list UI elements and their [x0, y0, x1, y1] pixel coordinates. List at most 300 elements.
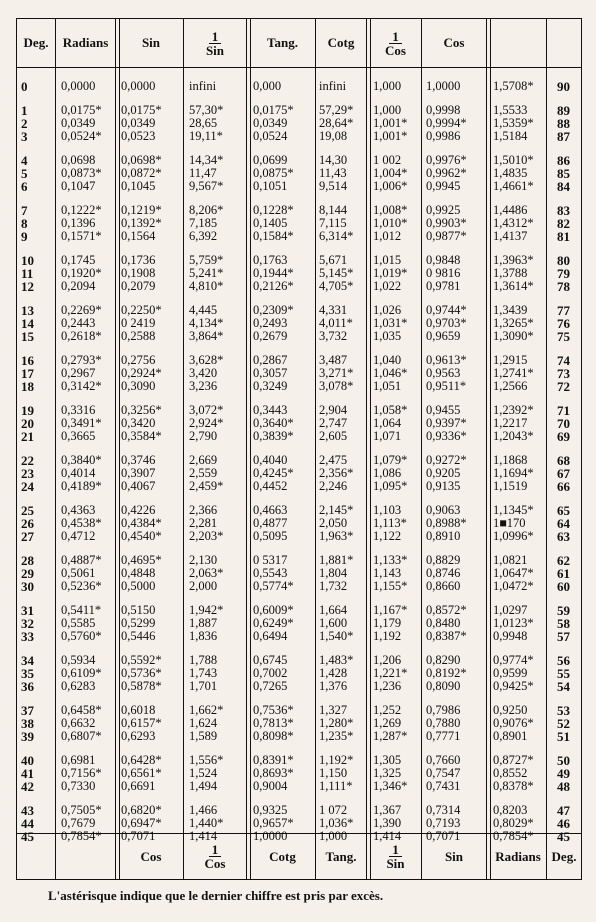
cell-tang: 0,1944*	[253, 265, 294, 280]
cell-cos: 0,7431	[426, 779, 461, 793]
cell-sin: 0,4848	[121, 565, 156, 580]
cell-inv-cos: 1,046*	[373, 365, 408, 380]
cell-radians-complement: 0,9425*	[493, 679, 534, 693]
cell-cos: 0,8660	[426, 579, 461, 593]
cell-deg: 25	[21, 502, 34, 518]
cell-cos: 0,9272*	[426, 452, 467, 467]
cell-deg: 4	[21, 152, 28, 168]
table-row	[17, 417, 581, 430]
cell-deg: 1	[21, 102, 28, 118]
table-row	[17, 230, 581, 243]
cell-deg-complement: 46	[557, 815, 570, 831]
cell-deg: 14	[21, 315, 34, 331]
cell-radians: 0,4712	[61, 529, 96, 543]
cell-tang: 0,0699	[253, 152, 288, 167]
cell-deg: 9	[21, 229, 28, 244]
cell-cotg: 1,881*	[319, 552, 354, 567]
cell-cos: 0,9986	[426, 129, 461, 143]
cell-cotg: 1,428	[319, 665, 348, 680]
cell-radians-complement: 0,9599	[493, 665, 528, 680]
table-row	[17, 517, 581, 530]
table-row	[17, 817, 581, 830]
cell-inv-sin: 3,420	[189, 365, 218, 380]
cell-sin: 0,2924*	[121, 365, 162, 380]
cell-cos: 0,9945	[426, 179, 461, 193]
fraction-numerator: 1	[389, 843, 402, 857]
cell-radians: 0,0873*	[61, 165, 102, 180]
footer-deg	[17, 834, 55, 879]
cell-tang: 0,2309*	[253, 302, 294, 317]
cell-deg: 39	[21, 729, 34, 744]
cell-tang: 1,0000	[253, 829, 288, 843]
cell-deg: 26	[21, 515, 34, 531]
cell-cos: 0,9659	[426, 329, 461, 343]
cell-tang: 0,7813*	[253, 715, 294, 730]
cell-radians: 0,2618*	[61, 329, 102, 343]
cell-tang: 0,0175*	[253, 102, 294, 117]
cell-inv-cos: 1,015	[373, 252, 402, 267]
column-rule-double	[246, 19, 251, 879]
cell-deg-complement: 82	[557, 215, 570, 231]
cell-deg-complement: 80	[557, 252, 570, 268]
cell-radians: 0,1396	[61, 215, 96, 230]
table-row	[17, 554, 581, 567]
cell-tang: 0,5095	[253, 529, 288, 543]
cell-cotg: 1,192*	[319, 752, 354, 767]
cell-cotg: 3,732	[319, 329, 348, 343]
cell-inv-cos: 1,143	[373, 565, 402, 580]
cell-sin: 0,4067	[121, 479, 156, 493]
cell-tang: 0 5317	[253, 552, 288, 567]
cell-deg-complement: 59	[557, 602, 570, 618]
cell-inv-cos: 1,155*	[373, 579, 408, 593]
cell-cotg: 11,43	[319, 165, 347, 180]
cell-sin: 0,6820*	[121, 802, 162, 817]
cell-inv-cos: 1,064	[373, 415, 402, 430]
footer-sin: Sin	[444, 848, 464, 864]
cell-deg-complement: 48	[557, 779, 570, 794]
table-row	[17, 580, 581, 593]
cell-sin: 0,6293	[121, 729, 156, 743]
cell-deg: 7	[21, 202, 28, 218]
cell-radians-complement: 1,4835	[493, 165, 528, 180]
cell-deg: 40	[21, 752, 34, 768]
cell-deg-complement: 67	[557, 465, 570, 481]
cell-radians-complement: 1,3265*	[493, 315, 534, 330]
cell-cos: 0,7880	[426, 715, 461, 730]
cell-radians-complement: 1,3788	[493, 265, 528, 280]
cell-inv-sin: 4,134*	[189, 315, 224, 330]
cell-cotg: 2,475	[319, 452, 348, 467]
cell-radians-complement: 1,1694*	[493, 465, 534, 480]
table-row	[17, 330, 581, 343]
cell-cotg: 1,732	[319, 579, 348, 593]
cell-radians-complement: 1,1345*	[493, 502, 534, 517]
cell-radians: 0,2793*	[61, 352, 102, 367]
cell-cos: 0,8090	[426, 679, 461, 693]
cell-inv-cos: 1,325	[373, 765, 402, 780]
table-row	[17, 367, 581, 380]
cell-inv-sin: 5,241*	[189, 265, 224, 280]
cell-inv-cos: 1,079*	[373, 452, 408, 467]
cell-radians: 0,4363	[61, 502, 96, 517]
cell-radians-complement: 0,8029*	[493, 815, 534, 830]
cell-deg-complement: 84	[557, 179, 570, 194]
cell-radians: 0,5934	[61, 652, 96, 667]
cell-deg: 24	[21, 479, 34, 494]
cell-cos: 0,9976*	[426, 152, 467, 167]
cell-deg: 17	[21, 365, 34, 381]
cell-inv-cos: 1,022	[373, 279, 402, 293]
cell-cotg: 4,011*	[319, 315, 353, 330]
cell-radians: 0,0000	[61, 79, 96, 93]
footer-cotg: Cotg	[269, 848, 296, 864]
cell-inv-cos: 1,192	[373, 629, 402, 643]
cell-cos: 0,9703*	[426, 315, 467, 330]
cell-tang: 0,3443	[253, 402, 288, 417]
cell-tang: 0,7536*	[253, 702, 294, 717]
cell-tang: 0,2126*	[253, 279, 294, 293]
cell-sin: 0,3256*	[121, 402, 162, 417]
table-row	[17, 717, 581, 730]
cell-cos: 0,9397*	[426, 415, 467, 430]
cell-radians: 0,7679	[61, 815, 96, 830]
cell-deg: 8	[21, 215, 28, 231]
cell-deg-complement: 58	[557, 615, 570, 631]
cell-cotg: 2,904	[319, 402, 348, 417]
cell-deg: 44	[21, 815, 34, 831]
cell-deg-complement: 71	[557, 402, 570, 418]
cell-cos: 0,8829	[426, 552, 461, 567]
cell-tang: 0,0349	[253, 115, 288, 130]
cell-cos: 0,8910	[426, 529, 461, 543]
cell-cos: 0,7071	[426, 829, 461, 843]
table-row	[17, 404, 581, 417]
column-rule	[183, 19, 184, 879]
table-row	[17, 780, 581, 793]
cell-deg: 20	[21, 415, 34, 431]
cell-deg-complement: 68	[557, 452, 570, 468]
cell-deg-complement: 73	[557, 365, 570, 381]
cell-deg: 41	[21, 765, 34, 781]
cell-radians-complement: 1,3614*	[493, 279, 534, 293]
cell-sin: 0,1908	[121, 265, 156, 280]
cell-sin: 0,1564	[121, 229, 156, 243]
cell-inv-sin: 1,466	[189, 802, 218, 817]
footer-deg-right: Deg.	[551, 848, 577, 864]
cell-sin: 0,5446	[121, 629, 156, 643]
table-row	[17, 280, 581, 293]
cell-inv-sin: 8,206*	[189, 202, 224, 217]
table-row	[17, 604, 581, 617]
cell-cos: 0 9816	[426, 265, 461, 280]
cell-radians: 0,1745	[61, 252, 96, 267]
cell-sin: 0,0698*	[121, 152, 162, 167]
cell-cos: 1,0000	[426, 79, 461, 93]
cell-deg-complement: 63	[557, 529, 570, 544]
cell-deg-complement: 57	[557, 629, 570, 644]
cell-tang: 0,9325	[253, 802, 288, 817]
cell-radians-complement: 1,5010*	[493, 152, 534, 167]
footer-cos: Cos	[140, 848, 162, 864]
table-row	[17, 254, 581, 267]
cell-radians: 0,2094	[61, 279, 96, 293]
cell-inv-cos: 1,001*	[373, 115, 408, 130]
cell-inv-cos: 1,390	[373, 815, 402, 830]
cell-inv-sin: 19,11*	[189, 129, 223, 143]
column-rule	[315, 19, 316, 879]
cell-radians-complement: 1,3963*	[493, 252, 534, 267]
cell-tang: 0,1763	[253, 252, 288, 267]
header-deg: Deg.	[23, 35, 49, 50]
table-row	[17, 180, 581, 193]
cell-tang: 0,9004	[253, 779, 288, 793]
cell-cotg: 1,600	[319, 615, 348, 630]
table-row	[17, 430, 581, 443]
cell-sin: 0,1045	[121, 179, 156, 193]
cell-radians: 0,6632	[61, 715, 96, 730]
cell-radians: 0,7505*	[61, 802, 102, 817]
cell-cotg: 1,483*	[319, 652, 354, 667]
cell-radians: 0,3665	[61, 429, 96, 443]
header-radians-right	[490, 19, 546, 67]
cell-inv-sin: 2,366	[189, 502, 218, 517]
cell-inv-cos: 1,001*	[373, 129, 408, 143]
cell-cos: 0,9781	[426, 279, 461, 293]
cell-inv-sin: 1,701	[189, 679, 218, 693]
cell-inv-sin: 3,864*	[189, 329, 224, 343]
cell-deg: 34	[21, 652, 34, 668]
cell-deg-complement: 53	[557, 702, 570, 718]
cell-radians-complement: 1,4312*	[493, 215, 534, 230]
cell-deg: 16	[21, 352, 34, 368]
cell-sin: 0,4695*	[121, 552, 162, 567]
cell-sin: 0,7071	[121, 829, 156, 843]
cell-deg: 13	[21, 302, 34, 318]
cell-deg: 32	[21, 615, 34, 631]
cell-cos: 0,8192*	[426, 665, 467, 680]
cell-inv-sin: 1,440*	[189, 815, 224, 830]
cell-cos: 0,9903*	[426, 215, 467, 230]
cell-deg: 3	[21, 129, 28, 144]
column-rule-double	[486, 19, 491, 879]
header-sin: Sin	[141, 35, 161, 50]
cell-inv-cos: 1,103	[373, 502, 402, 517]
cell-cos: 0,9962*	[426, 165, 467, 180]
cell-tang: 0,3057	[253, 365, 288, 380]
cell-cos: 0,9511*	[426, 379, 467, 393]
cell-inv-sin: 5,759*	[189, 252, 224, 267]
cell-inv-sin: 57,30*	[189, 102, 224, 117]
cell-inv-sin: 3,072*	[189, 402, 224, 417]
table-row	[17, 317, 581, 330]
cell-cos: 0,9994*	[426, 115, 467, 130]
cell-tang: 0,2867	[253, 352, 288, 367]
cell-deg: 37	[21, 702, 34, 718]
cell-deg-complement: 78	[557, 279, 570, 294]
cell-cos: 0,8290	[426, 652, 461, 667]
cell-inv-cos: 1,287*	[373, 729, 408, 743]
cell-cotg: 1,963*	[319, 529, 354, 543]
cell-inv-sin: 2,459*	[189, 479, 224, 493]
cell-inv-sin: 2,281	[189, 515, 218, 530]
cell-radians-complement: 0,9774*	[493, 652, 534, 667]
table-row	[17, 667, 581, 680]
cell-cotg: 1,111*	[319, 779, 353, 793]
cell-deg: 35	[21, 665, 34, 681]
cell-cos: 0,9135	[426, 479, 461, 493]
cell-sin: 0,0349	[121, 115, 156, 130]
cell-inv-cos: 1,051	[373, 379, 402, 393]
cell-radians-complement: 1,2217	[493, 415, 528, 430]
cell-tang: 0,8693*	[253, 765, 294, 780]
cell-inv-cos: 1,269	[373, 715, 402, 730]
cell-radians-complement: 0,9250	[493, 702, 528, 717]
footer-inverse-cos	[184, 834, 246, 879]
cell-sin: 0,4384*	[121, 515, 162, 530]
cell-radians-complement: 0,8378*	[493, 779, 534, 793]
cell-deg-complement: 90	[557, 79, 570, 94]
cell-radians-complement: 1,2915	[493, 352, 528, 367]
cell-cotg: 1,235*	[319, 729, 354, 743]
cell-cos: 0,9613*	[426, 352, 467, 367]
cell-sin: 0,1392*	[121, 215, 162, 230]
cell-radians-complement: 1,2741*	[493, 365, 534, 380]
cell-radians: 0,6283	[61, 679, 96, 693]
cell-inv-sin: 1,524	[189, 765, 218, 780]
cell-deg: 43	[21, 802, 34, 818]
cell-inv-cos: 1 002	[373, 152, 402, 167]
cell-radians-complement: 1,5184	[493, 129, 528, 143]
cell-tang: 0,5543	[253, 565, 288, 580]
cell-cotg: 9,514	[319, 179, 348, 193]
cell-tang: 0,4245*	[253, 465, 294, 480]
cell-deg-complement: 60	[557, 579, 570, 594]
cell-inv-cos: 1,206	[373, 652, 402, 667]
fraction-numerator: 1	[209, 843, 222, 857]
cell-tang: 0,3249	[253, 379, 288, 393]
cell-deg-complement: 88	[557, 115, 570, 131]
cell-radians: 0,0524*	[61, 129, 102, 143]
table-row	[17, 267, 581, 280]
cell-radians-complement: 1,4661*	[493, 179, 534, 193]
cell-deg-complement: 65	[557, 502, 570, 518]
cell-deg-complement: 81	[557, 229, 570, 244]
cell-radians: 0,6109*	[61, 665, 102, 680]
cell-inv-cos: 1,367	[373, 802, 402, 817]
cell-deg: 23	[21, 465, 34, 481]
table-row	[17, 804, 581, 817]
header-cotg: Cotg	[327, 35, 355, 50]
fraction-denominator: Sin	[205, 42, 225, 58]
cell-cos: 0,8988*	[426, 515, 467, 530]
cell-sin: 0,2250*	[121, 302, 162, 317]
cell-cotg: 8,144	[319, 202, 348, 217]
cell-cos: 0,9063	[426, 502, 461, 517]
cell-inv-sin: 2,790	[189, 429, 218, 443]
cell-radians-complement: 1,0123*	[493, 615, 534, 630]
column-rule	[421, 19, 422, 879]
cell-radians: 0,4189*	[61, 479, 102, 493]
cell-radians-complement: 1,0297	[493, 602, 528, 617]
fraction-numerator: 1	[389, 30, 402, 44]
cell-sin: 0,2588	[121, 329, 156, 343]
table-row	[17, 630, 581, 643]
cell-cos: 0,8387*	[426, 629, 467, 643]
cell-tang: 0,5774*	[253, 579, 294, 593]
cell-tang: 0,1228*	[253, 202, 294, 217]
cell-radians: 0,7330	[61, 779, 96, 793]
cell-deg-complement: 79	[557, 265, 570, 281]
table-row	[17, 130, 581, 143]
cell-sin: 0,0000	[121, 79, 156, 93]
cell-cos: 0,7660	[426, 752, 461, 767]
cell-deg-complement: 54	[557, 679, 570, 694]
table-row	[17, 167, 581, 180]
cell-sin: 0,4226	[121, 502, 156, 517]
cell-cotg: 2,356*	[319, 465, 354, 480]
cell-radians: 0,2443	[61, 315, 96, 330]
cell-radians-complement: 1,0821	[493, 552, 528, 567]
cell-cos: 0,9744*	[426, 302, 467, 317]
cell-cos: 0,8746	[426, 565, 461, 580]
table-row	[17, 354, 581, 367]
column-rule	[546, 19, 547, 879]
cell-sin: 0,6157*	[121, 715, 162, 730]
cell-deg-complement: 77	[557, 302, 570, 318]
cell-deg-complement: 87	[557, 129, 570, 144]
cell-cos: 0,7314	[426, 802, 461, 817]
cell-tang: 0,2679	[253, 329, 288, 343]
cell-inv-sin: 1,589	[189, 729, 218, 743]
cell-radians-complement: 1,2392*	[493, 402, 534, 417]
cell-radians: 0,1222*	[61, 202, 102, 217]
cell-cotg: 4,331	[319, 302, 348, 317]
cell-radians: 0,5061	[61, 565, 96, 580]
cell-deg-complement: 83	[557, 202, 570, 218]
cell-inv-cos: 1,113*	[373, 515, 407, 530]
cell-deg-complement: 74	[557, 352, 570, 368]
cell-radians: 0,4014	[61, 465, 96, 480]
cell-sin: 0,3420	[121, 415, 156, 430]
cell-deg: 10	[21, 252, 34, 268]
cell-radians-complement: 1,0996*	[493, 529, 534, 543]
cell-sin: 0,4540*	[121, 529, 162, 543]
cell-radians-complement: 1,3090*	[493, 329, 534, 343]
cell-inv-sin: 4,810*	[189, 279, 224, 293]
cell-radians-complement: 0,8727*	[493, 752, 534, 767]
column-rule-double	[366, 19, 371, 879]
cell-sin: 0,1736	[121, 252, 156, 267]
cell-cotg: 5,671	[319, 252, 348, 267]
cell-cos: 0,7193	[426, 815, 461, 830]
cell-deg-complement: 56	[557, 652, 570, 668]
cell-inv-sin: 1,836	[189, 629, 218, 643]
cell-tang: 0,1405	[253, 215, 288, 230]
cell-deg-complement: 52	[557, 715, 570, 731]
cell-cos: 0,8480	[426, 615, 461, 630]
cell-sin: 0,5878*	[121, 679, 162, 693]
table-row	[17, 154, 581, 167]
cell-deg: 0	[21, 79, 28, 94]
cell-sin: 0,5150	[121, 602, 156, 617]
table-row	[17, 380, 581, 393]
cell-deg-complement: 75	[557, 329, 570, 344]
cell-radians-complement: 0,9948	[493, 629, 528, 643]
cell-tang: 0,2493	[253, 315, 288, 330]
table-row	[17, 504, 581, 517]
cell-cos: 0,9998	[426, 102, 461, 117]
